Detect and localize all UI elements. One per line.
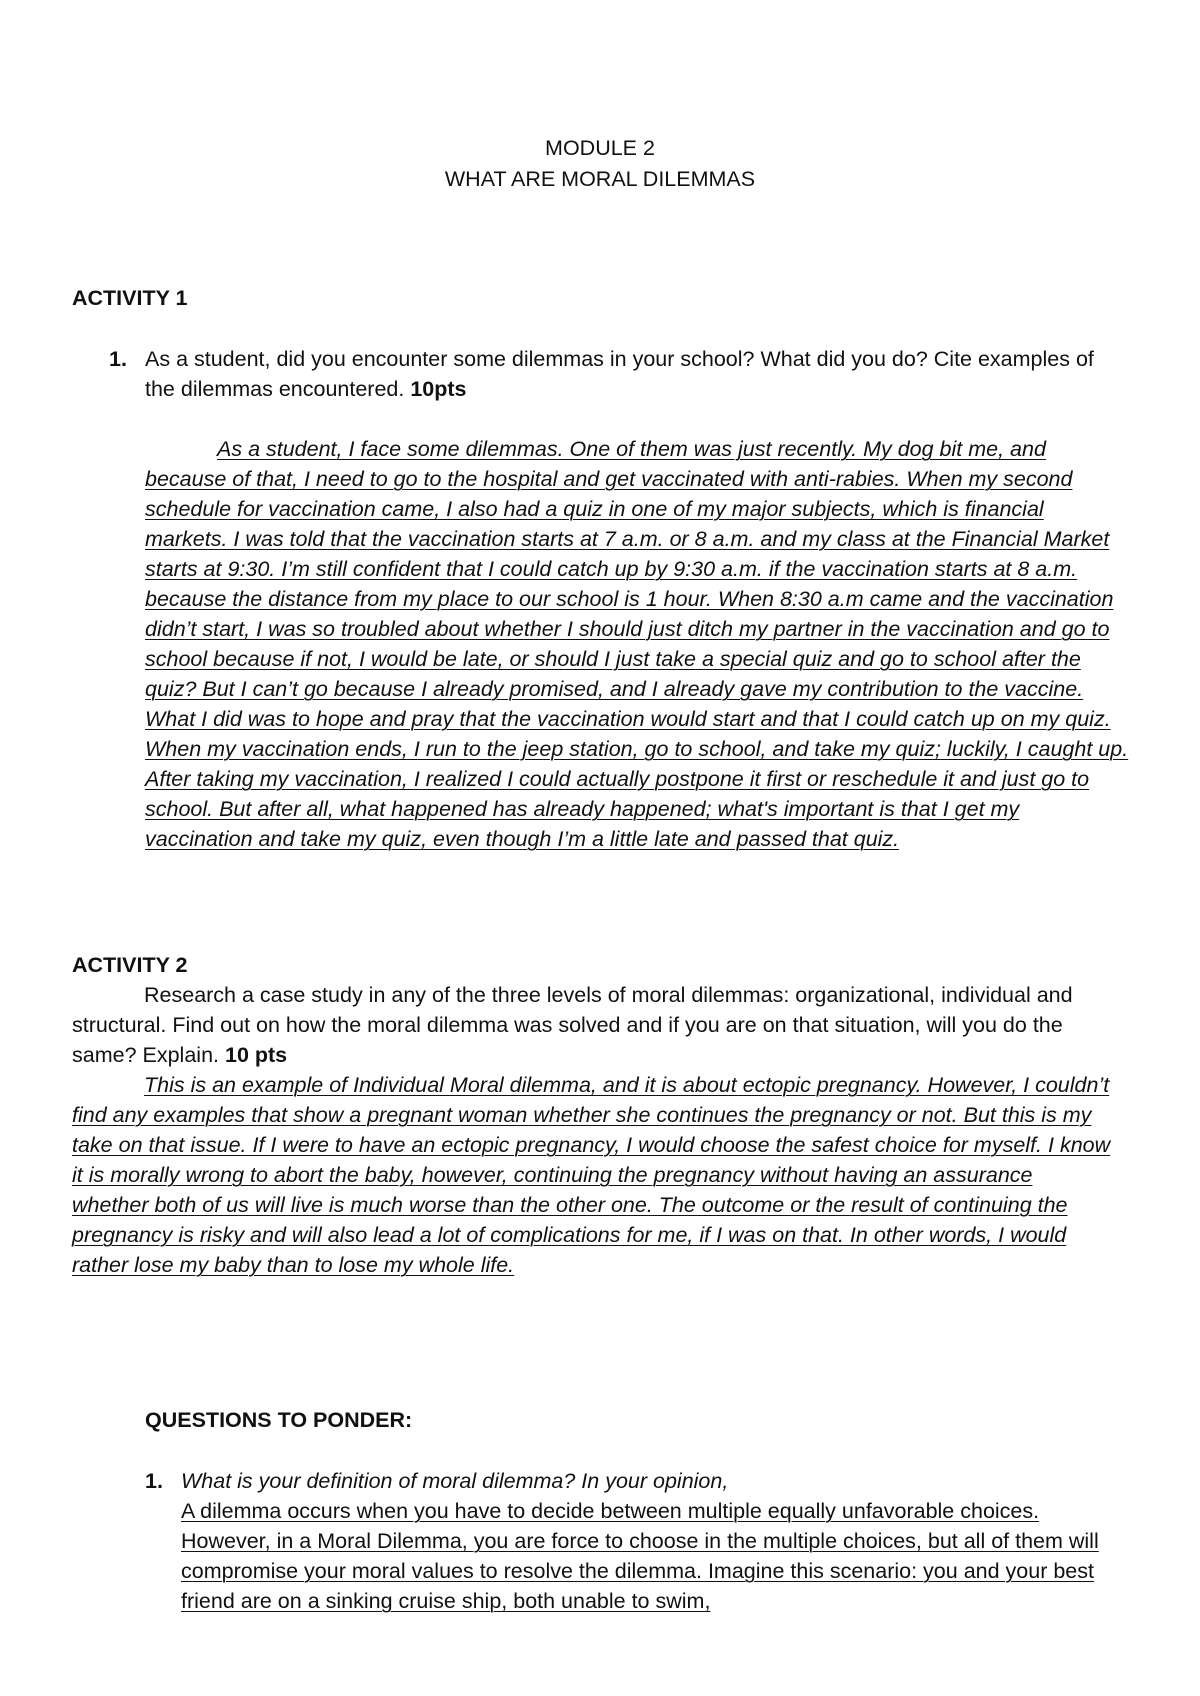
document-title [0,133,1200,195]
activity2-answer: This is an example of Individual Moral dilemma, and it is about ectopic pregnancy. However, I couldn’t find any examples that show a pregnant woman whether she continues the pregnancy or not. But this is my take on that issue. If I were to have an ectopic pregnancy, I would choose the safest choice for myself. I know it is morally wrong to abort the baby, however, continuing the pregnancy without having an assurance whether both of us will live is much worse than the other one. The outcome or the result of continuing the pregnancy is risky and will also lead a lot of complications for me, if I was on that. In other words, I would rather lose my baby than to lose my whole life. [72,1073,1111,1277]
ponder-question-number: 1. [145,1469,163,1493]
activity2-heading: ACTIVITY 2 [72,953,188,977]
activity1-heading: ACTIVITY 1 [72,286,188,310]
ponder-question-text: What is your definition of moral dilemma? In your opinion, [181,1469,729,1493]
title-line-module: MODULE 2 [545,136,655,160]
activity1-question [109,344,1129,854]
activity2-prompt: Research a case study in any of the three levels of moral dilemmas: organizational, individual and structural. Find out on how the moral dilemma was solved and if you are on that situation, will you do the same? Explain. [72,983,1073,1067]
ponder-answer: A dilemma occurs when you have to decide between multiple equally unfavorable choices. However, in a Moral Dilemma, you are force to choose in the multiple choices, but all of them will compromise your moral values to resolve the dilemma. Imagine this scenario: you and your best friend are on a sinking cruise ship, both unable to swim, [181,1499,1099,1613]
activity2-body [72,980,1112,1280]
ponder-question [145,1466,1125,1616]
activity2-answer-block [72,1070,1112,1280]
activity2-points: 10 pts [224,1043,288,1067]
activity1-points: 10pts [410,377,467,401]
ponder-heading: QUESTIONS TO PONDER: [145,1408,413,1432]
activity1-answer: As a student, I face some dilemmas. One of them was just recently. My dog bit me, and because of that, I need to go to the hospital and get vaccinated with anti-rabies. When my second schedule for vaccination came, I also had a quiz in one of my major subjects, which is financial markets. I was told that the vaccination starts at 7 a.m. or 8 a.m. and my class at the Financial Market starts at 9:30. I’m still confident that I could catch up by 9:30 a.m. if the vaccination starts at 8 a.m. because the distance from my place to our school is 1 hour. When 8:30 a.m came and the vaccination didn’t start, I was so troubled about whether I should just ditch my partner in the vaccination and go to school because if not, I would be late, or should I just take a special quiz and go to school after the quiz? But I can’t go because I already promised, and I already gave my contribution to the vaccine. What I did was to hope and pray that the vaccination would start and that I could catch up on my quiz. When my vaccination ends, I run to the jeep station, go to school, and take my quiz; luckily, I caught up. After taking my vaccination, I realized I could actually postpone it first or reschedule it and just go to school. But after all, what happened has already happened; what's important is that I get my vaccination and take my quiz, even though I’m a little late and passed that quiz. [145,437,1129,851]
activity2-prompt-block [72,980,1112,1070]
activity1-question-number: 1. [109,347,127,371]
title-line-topic: WHAT ARE MORAL DILEMMAS [444,167,756,191]
activity1-question-text: As a student, did you encounter some dilemmas in your school? What did you do? Cite examples of the dilemmas encountered. [145,347,1094,401]
activity1-answer-block [145,434,1130,854]
